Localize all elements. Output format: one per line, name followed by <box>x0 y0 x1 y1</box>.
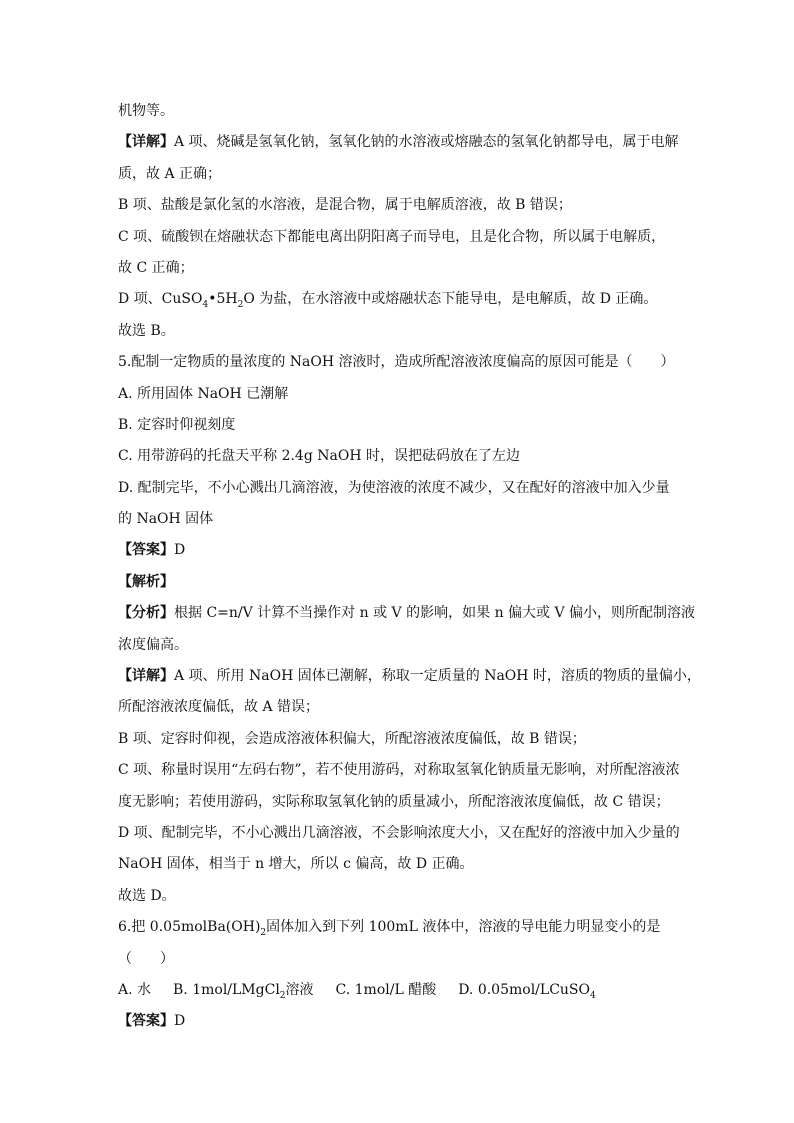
text-line: 质，故 A 正确； <box>118 165 222 182</box>
analysis-heading: 【解析】 <box>118 573 174 590</box>
text-line: 机物等。 <box>118 103 174 119</box>
option-text: 溶液 <box>285 981 314 998</box>
text-line: 所配溶液浓度偏低，故 A 错误； <box>118 699 320 716</box>
text-line: 故 C 正确； <box>118 259 194 276</box>
subscript: 2 <box>260 927 267 938</box>
question-5-option-b: B. 定容时仰视刻度 <box>118 416 236 433</box>
question-6-option-a: A. 水 <box>118 981 152 998</box>
subscript: 4 <box>202 300 209 311</box>
answer-line <box>118 1006 678 1037</box>
answer-value: D <box>174 1013 186 1030</box>
text-line: 故选 B。 <box>118 322 175 339</box>
document-page <box>118 96 701 1038</box>
text-line <box>118 284 678 315</box>
question-5-stem: 5.配制一定物质的量浓度的 NaOH 溶液时，造成所配溶液浓度偏高的原因可能是（ ） <box>118 354 675 371</box>
detail-text: A 项、所用 NaOH 固体已潮解，称取一定质量的 NaOH 时，溶质的物质的量偏小， <box>174 668 701 685</box>
formula-text: D 项、CuSO <box>118 291 203 308</box>
text-line: 浓度偏高。 <box>118 636 188 653</box>
question-6-stem <box>118 912 678 943</box>
text-line <box>118 598 696 629</box>
answer-value: D <box>174 542 186 559</box>
detail-label: 【详解】 <box>118 668 174 685</box>
text-line: NaOH 固体，相当于 n 增大，所以 c 偏高，故 D 正确。 <box>118 856 474 873</box>
question-5-option-c: C. 用带游码的托盘天平称 2.4g NaOH 时，误把砝码放在了左边 <box>118 448 520 465</box>
question-6-options <box>118 975 678 1006</box>
formula-text: •5H <box>208 291 238 308</box>
question-5-option-d: D. 配制完毕，不小心溅出几滴溶液，为使溶液的浓度不减少，又在配好的溶液中加入少量 <box>118 479 670 496</box>
text-line: B 项、定容时仰视，会造成溶液体积偏大，所配溶液浓度偏低，故 B 错误； <box>118 730 586 747</box>
question-6-option-b <box>173 975 314 1006</box>
question-5-option-a: A. 所用固体 NaOH 已潮解 <box>118 385 289 402</box>
detail-text: A 项、烧碱是氢氧化钠，氢氧化钠的水溶液或熔融态的氢氧化钠都导电，属于电解 <box>174 134 679 151</box>
formula-text: O 为盐，在水溶液中或熔融状态下能导电，是电解质，故 D 正确。 <box>243 291 658 308</box>
text-line <box>118 661 701 692</box>
text-line: 故选 D。 <box>118 887 176 904</box>
question-text: 6.把 0.05molBa(OH) <box>118 919 261 936</box>
subscript: 2 <box>237 300 244 311</box>
text-line: 度无影响；若使用游码，实际称取氢氧化钠的质量减小，所配溶液浓度偏低，故 C 错误； <box>118 793 670 810</box>
answer-line <box>118 535 678 566</box>
question-6-bracket: （ ） <box>118 950 174 967</box>
option-text: B. 1mol/LMgCl <box>173 981 280 998</box>
detail-label: 【详解】 <box>118 134 174 151</box>
subscript: 2 <box>279 990 286 1001</box>
subscript: 4 <box>590 990 596 1001</box>
question-text: 固体加入到下列 100mL 液体中，溶液的导电能力明显变小的是 <box>266 919 661 936</box>
text-line: B 项、盐酸是氯化氢的水溶液，是混合物，属于电解质溶液，故 B 错误； <box>118 197 572 214</box>
text-line: C 项、称量时误用“左码右物”，若不使用游码，对称取氢氧化钠质量无影响，对所配溶液浓 <box>118 762 680 779</box>
text-line: D 项、配制完毕，不小心溅出几滴溶液，不会影响浓度大小，又在配好的溶液中加入少量的 <box>118 824 680 841</box>
answer-label: 【答案】 <box>118 1013 174 1030</box>
text-line: C 项、硫酸钡在熔融状态下都能电离出阴阳离子而导电，且是化合物，所以属于电解质， <box>118 228 666 245</box>
analysis-text: 根据 C=n/V 计算不当操作对 n 或 V 的影响，如果 n 偏大或 V 偏小，则所配制溶液 <box>174 605 696 622</box>
option-text: D. 0.05mol/LCuSO <box>458 981 590 998</box>
question-6-option-c: C. 1mol/L 醋酸 <box>335 981 437 998</box>
question-6-option-d <box>458 975 596 1006</box>
answer-label: 【答案】 <box>118 542 174 559</box>
analysis-label: 【分析】 <box>118 605 174 622</box>
question-5-option-d-cont: 的 NaOH 固体 <box>118 511 214 528</box>
text-line <box>118 127 678 158</box>
